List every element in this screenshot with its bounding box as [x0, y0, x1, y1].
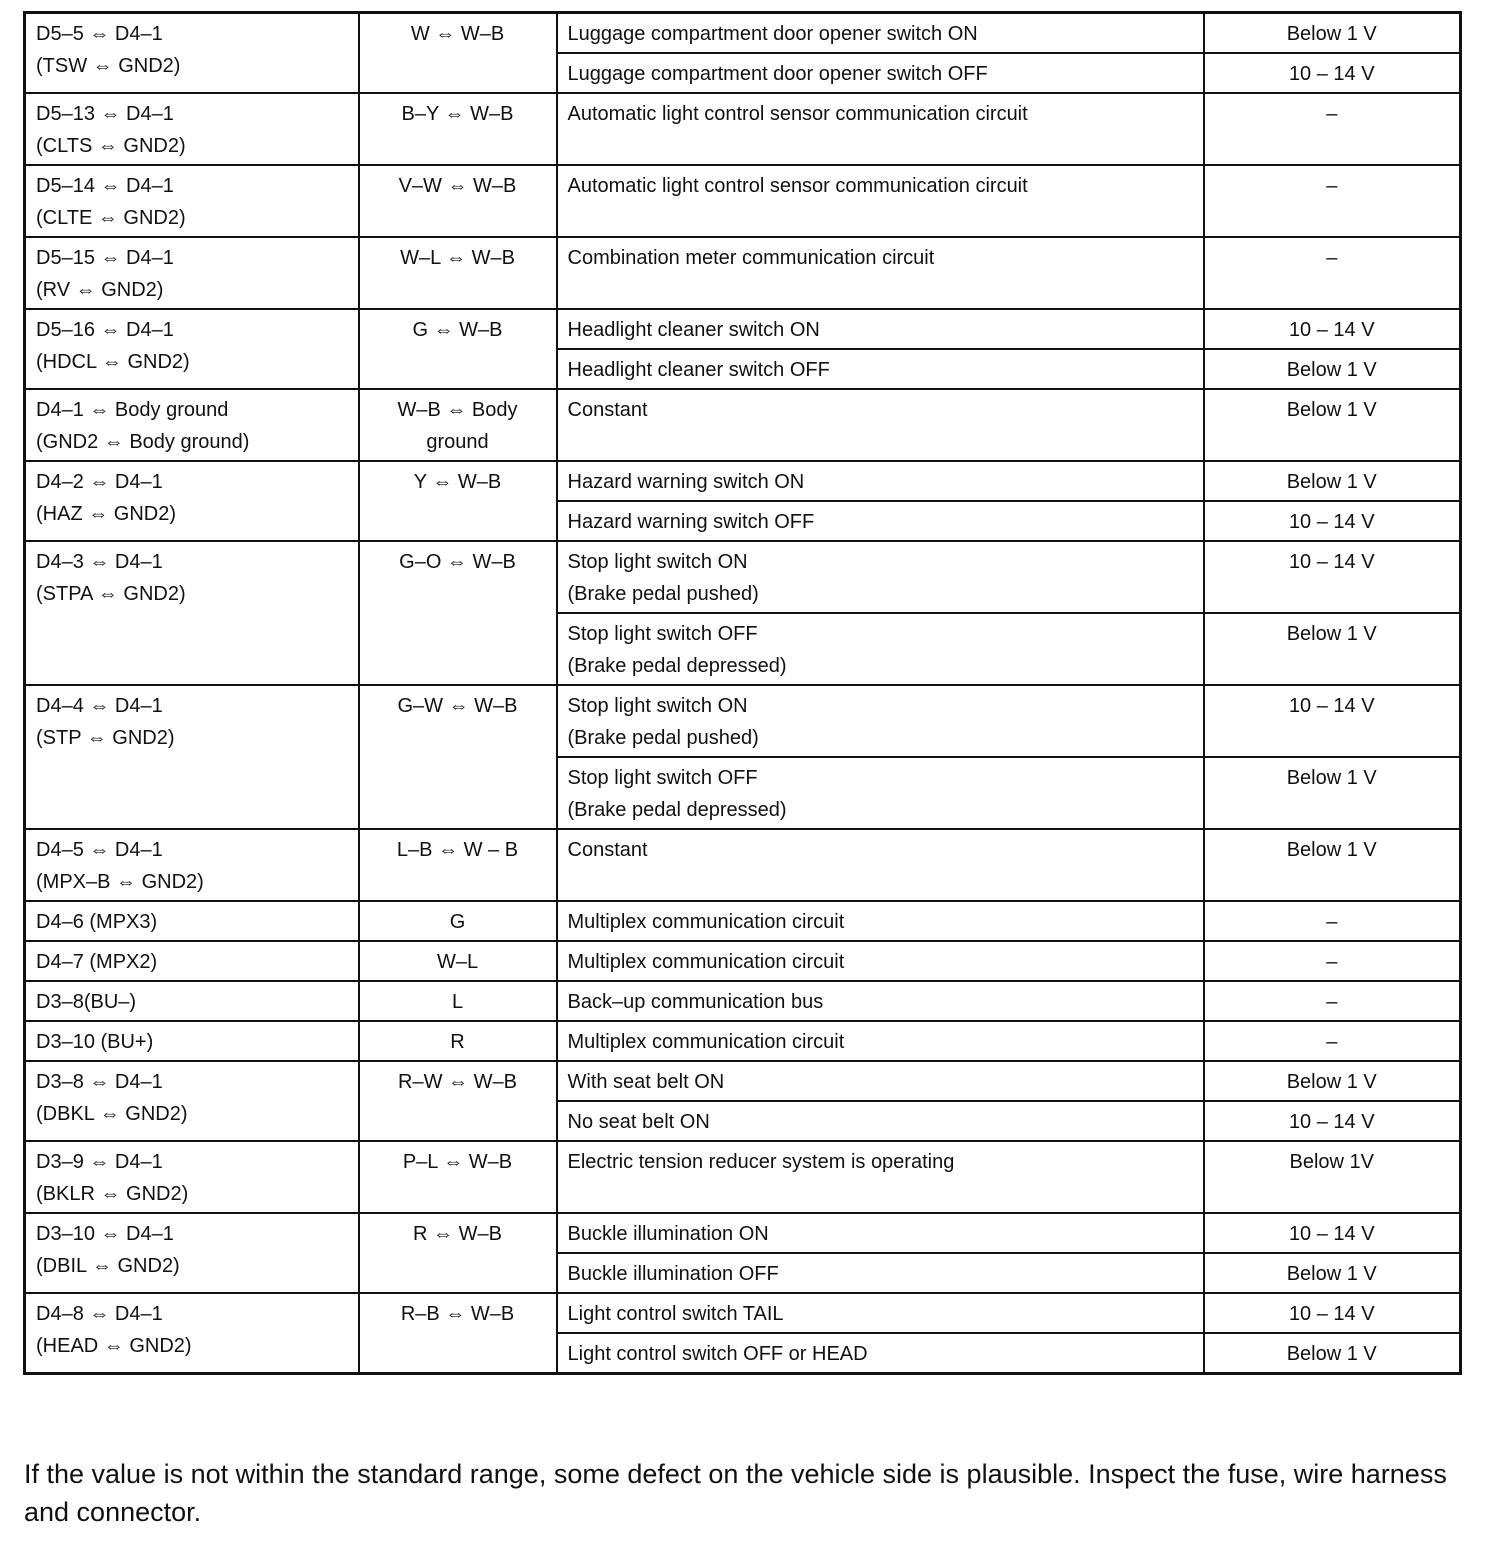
- terminal-cell: D4–6 (MPX3): [25, 901, 359, 941]
- condition-cell: Buckle illumination ON: [557, 1213, 1204, 1253]
- condition-cell: Constant: [557, 389, 1204, 461]
- condition-cell: Light control switch OFF or HEAD: [557, 1333, 1204, 1374]
- table-row: [25, 165, 1461, 237]
- condition-cell: Stop light switch OFF (Brake pedal depressed): [557, 613, 1204, 685]
- terminal-cell: D3–10 (BU+): [25, 1021, 359, 1061]
- condition-cell: With seat belt ON: [557, 1061, 1204, 1101]
- specified-condition-cell: –: [1204, 901, 1461, 941]
- wire-color-cell: G ⇔ W–B: [359, 309, 557, 389]
- specified-condition-cell: Below 1 V: [1204, 349, 1461, 389]
- wire-color-cell: G–O ⇔ W–B: [359, 541, 557, 685]
- specified-condition-cell: –: [1204, 165, 1461, 237]
- table-row: [25, 541, 1461, 613]
- condition-cell: Buckle illumination OFF: [557, 1253, 1204, 1293]
- specified-condition-cell: 10 – 14 V: [1204, 541, 1461, 613]
- condition-cell: Hazard warning switch ON: [557, 461, 1204, 501]
- specified-condition-cell: –: [1204, 237, 1461, 309]
- condition-cell: Light control switch TAIL: [557, 1293, 1204, 1333]
- specified-condition-cell: Below 1 V: [1204, 1061, 1461, 1101]
- specified-condition-cell: Below 1 V: [1204, 613, 1461, 685]
- wire-color-cell: Y ⇔ W–B: [359, 461, 557, 541]
- table-row: [25, 1213, 1461, 1253]
- wire-color-cell: W–L ⇔ W–B: [359, 237, 557, 309]
- wire-color-cell: R: [359, 1021, 557, 1061]
- terminal-cell: D5–14 ⇔ D4–1 (CLTE ⇔ GND2): [25, 165, 359, 237]
- table-row: [25, 13, 1461, 54]
- wire-color-cell: L–B ⇔ W – B: [359, 829, 557, 901]
- terminal-cell: D3–8 ⇔ D4–1 (DBKL ⇔ GND2): [25, 1061, 359, 1141]
- table-row: [25, 1141, 1461, 1213]
- table-row: [25, 941, 1461, 981]
- terminal-cell: D5–15 ⇔ D4–1 (RV ⇔ GND2): [25, 237, 359, 309]
- wire-color-cell: B–Y ⇔ W–B: [359, 93, 557, 165]
- terminal-cell: D4–1 ⇔ Body ground (GND2 ⇔ Body ground): [25, 389, 359, 461]
- specified-condition-cell: Below 1 V: [1204, 829, 1461, 901]
- condition-cell: Back–up communication bus: [557, 981, 1204, 1021]
- specified-condition-cell: –: [1204, 1021, 1461, 1061]
- wire-color-cell: R ⇔ W–B: [359, 1213, 557, 1293]
- terminal-cell: D4–7 (MPX2): [25, 941, 359, 981]
- terminal-cell: D3–8(BU–): [25, 981, 359, 1021]
- specified-condition-cell: Below 1 V: [1204, 1333, 1461, 1374]
- condition-cell: Automatic light control sensor communication circuit: [557, 165, 1204, 237]
- condition-cell: Combination meter communication circuit: [557, 237, 1204, 309]
- specified-condition-cell: 10 – 14 V: [1204, 309, 1461, 349]
- terminal-cell: D4–4 ⇔ D4–1 (STP ⇔ GND2): [25, 685, 359, 829]
- terminal-cell: D4–5 ⇔ D4–1 (MPX–B ⇔ GND2): [25, 829, 359, 901]
- terminal-cell: D4–3 ⇔ D4–1 (STPA ⇔ GND2): [25, 541, 359, 685]
- specified-condition-cell: Below 1 V: [1204, 1253, 1461, 1293]
- wire-color-cell: W–L: [359, 941, 557, 981]
- specified-condition-cell: Below 1V: [1204, 1141, 1461, 1213]
- table-row: [25, 461, 1461, 501]
- condition-cell: Electric tension reducer system is operating: [557, 1141, 1204, 1213]
- specified-condition-cell: –: [1204, 93, 1461, 165]
- specified-condition-cell: Below 1 V: [1204, 461, 1461, 501]
- condition-cell: No seat belt ON: [557, 1101, 1204, 1141]
- specified-condition-cell: 10 – 14 V: [1204, 685, 1461, 757]
- table-row: [25, 1293, 1461, 1333]
- terminal-cell: D4–2 ⇔ D4–1 (HAZ ⇔ GND2): [25, 461, 359, 541]
- condition-cell: Luggage compartment door opener switch OFF: [557, 53, 1204, 93]
- condition-cell: Headlight cleaner switch ON: [557, 309, 1204, 349]
- table-row: [25, 901, 1461, 941]
- specified-condition-cell: –: [1204, 941, 1461, 981]
- table-row: [25, 389, 1461, 461]
- condition-cell: Stop light switch OFF (Brake pedal depressed): [557, 757, 1204, 829]
- condition-cell: Constant: [557, 829, 1204, 901]
- wire-color-cell: G: [359, 901, 557, 941]
- condition-cell: Multiplex communication circuit: [557, 901, 1204, 941]
- table-row: [25, 237, 1461, 309]
- condition-cell: Headlight cleaner switch OFF: [557, 349, 1204, 389]
- wire-color-cell: G–W ⇔ W–B: [359, 685, 557, 829]
- table-row: [25, 981, 1461, 1021]
- wire-color-cell: R–W ⇔ W–B: [359, 1061, 557, 1141]
- wire-color-cell: L: [359, 981, 557, 1021]
- terminal-cell: D3–9 ⇔ D4–1 (BKLR ⇔ GND2): [25, 1141, 359, 1213]
- terminal-cell: D5–13 ⇔ D4–1 (CLTS ⇔ GND2): [25, 93, 359, 165]
- terminal-inspection-table: [23, 11, 1462, 1375]
- specified-condition-cell: Below 1 V: [1204, 389, 1461, 461]
- wire-color-cell: P–L ⇔ W–B: [359, 1141, 557, 1213]
- table-body: [25, 13, 1461, 1374]
- specified-condition-cell: Below 1 V: [1204, 13, 1461, 54]
- condition-cell: Stop light switch ON (Brake pedal pushed): [557, 541, 1204, 613]
- specified-condition-cell: 10 – 14 V: [1204, 1101, 1461, 1141]
- specified-condition-cell: 10 – 14 V: [1204, 1213, 1461, 1253]
- wire-color-cell: V–W ⇔ W–B: [359, 165, 557, 237]
- wire-color-cell: W ⇔ W–B: [359, 13, 557, 94]
- specified-condition-cell: 10 – 14 V: [1204, 501, 1461, 541]
- terminal-cell: D5–16 ⇔ D4–1 (HDCL ⇔ GND2): [25, 309, 359, 389]
- wire-color-cell: R–B ⇔ W–B: [359, 1293, 557, 1374]
- terminal-cell: D4–8 ⇔ D4–1 (HEAD ⇔ GND2): [25, 1293, 359, 1374]
- table-row: [25, 829, 1461, 901]
- specified-condition-cell: 10 – 14 V: [1204, 1293, 1461, 1333]
- terminal-cell: D5–5 ⇔ D4–1 (TSW ⇔ GND2): [25, 13, 359, 94]
- specified-condition-cell: 10 – 14 V: [1204, 53, 1461, 93]
- table-row: [25, 309, 1461, 349]
- terminal-cell: D3–10 ⇔ D4–1 (DBIL ⇔ GND2): [25, 1213, 359, 1293]
- condition-cell: Stop light switch ON (Brake pedal pushed): [557, 685, 1204, 757]
- wire-color-cell: W–B ⇔ Body ground: [359, 389, 557, 461]
- table-row: [25, 1021, 1461, 1061]
- condition-cell: Hazard warning switch OFF: [557, 501, 1204, 541]
- specified-condition-cell: Below 1 V: [1204, 757, 1461, 829]
- footer-note: If the value is not within the standard range, some defect on the vehicle side is plausible. Inspect the fuse, wire harness and connector.: [24, 1459, 1447, 1527]
- table-row: [25, 1061, 1461, 1101]
- table-row: [25, 685, 1461, 757]
- table-row: [25, 93, 1461, 165]
- condition-cell: Multiplex communication circuit: [557, 941, 1204, 981]
- condition-cell: Automatic light control sensor communication circuit: [557, 93, 1204, 165]
- condition-cell: Multiplex communication circuit: [557, 1021, 1204, 1061]
- specified-condition-cell: –: [1204, 981, 1461, 1021]
- condition-cell: Luggage compartment door opener switch ON: [557, 13, 1204, 54]
